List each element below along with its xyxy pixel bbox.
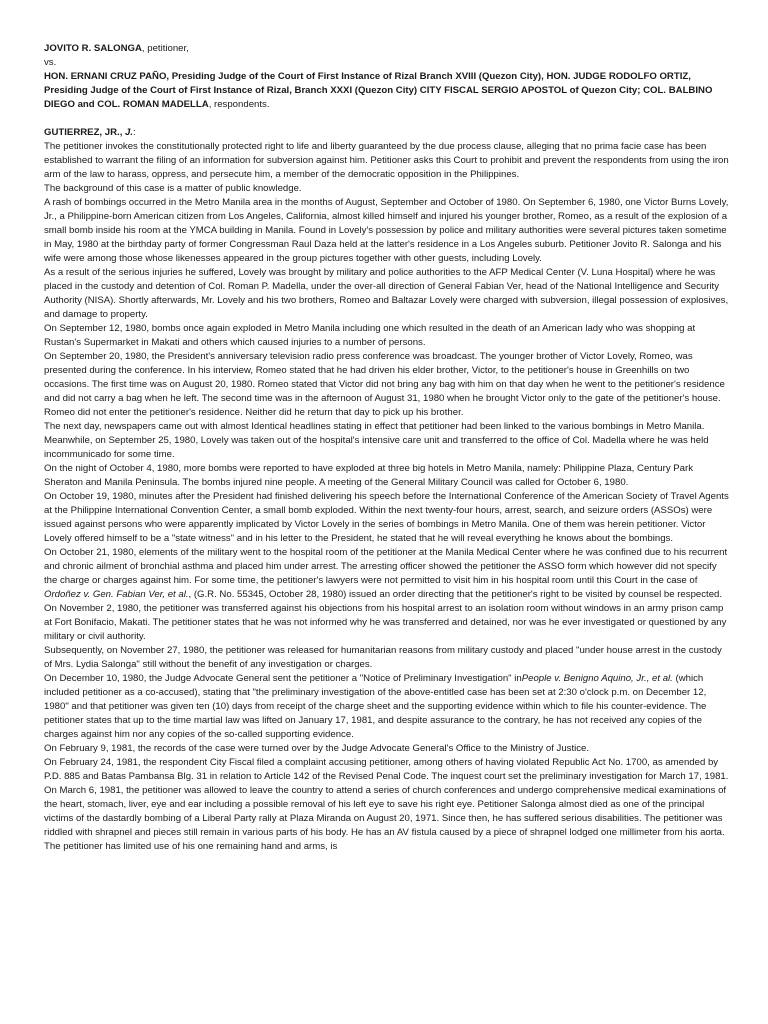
ponente-suffix: J. <box>125 127 134 138</box>
respondents-line <box>44 70 732 112</box>
paragraph: On September 20, 1980, the President's anniversary television radio press conference was broadcast. The younger brother of Victor Lovely, Romeo, was presented during the conference. In his interview, Romeo stated that he had driven his elder brother, Victor, to the petitioner's house in Greenhills on two occasions. The first time was on August 20, 1980. Romeo stated that Victor did not bring any bag with him on that day when he went to the petitioner's residence and did not carry a bag when he left. The second time was in the afternoon of August 31, 1980 when he brought Victor only to the gate of the petitioner's house. Romeo did not enter the petitioner's residence. Neither did he return that day to pick up his brother. <box>44 351 725 418</box>
petitioner-name: JOVITO R. SALONGA <box>44 43 142 54</box>
paragraph: The petitioner invokes the constitutionally protected right to life and liberty guaranteed by the due process clause, alleging that no prima facie case has been established to warrant the filing of an information for subversion against him. Petitioner asks this Court to prohibit and prevent the respondents from using the iron arm of the law to harass, oppress, and persecute him, a member of the democratic opposition in the Philippines. <box>44 141 729 180</box>
case-citation: Ordoñez v. Gen. Fabian Ver, et al. <box>44 589 189 600</box>
paragraph-text: , (G.R. No. 55345, October 28, 1980) issued an order directing that the petitioner's right to be visited by counsel be respected. <box>188 589 723 600</box>
paragraph: Meanwhile, on September 25, 1980, Lovely was taken out of the hospital's intensive care unit and transferred to the office of Col. Madella where he was held incommunicado for some time. <box>44 435 709 460</box>
paragraph: As a result of the serious injuries he suffered, Lovely was brought by military and police authorities to the AFP Medical Center (V. Luna Hospital) where he was placed in the custody and detention of Col. Roman P. Madella, under the over-all direction of General Fabian Ver, head of the National Intelligence and Security Authority (NISA). Shortly afterwards, Mr. Lovely and his two brothers, Romeo and Baltazar Lovely were charged with subversion, illegal possession of explosives, and damage to property. <box>44 267 729 320</box>
petitioner-line <box>44 42 732 56</box>
paragraph-text: On October 21, 1980, elements of the military went to the hospital room of the petitioner at the Manila Medical Center where he was confined due to his recurrent and chronic ailment of bronchial asthma and placed him under arrest. The arresting officer showed the petitioner the ASSO form which however did not specify the charge or charges against him. For some time, the petitioner's lawyers were not permitted to visit him in his hospital room until this Court in the case of <box>44 547 728 586</box>
paragraph: On March 6, 1981, the petitioner was allowed to leave the country to attend a series of church conferences and undergo comprehensive medical examinations of the heart, stomach, liver, eye and ear including a possible removal of his left eye to save his right eye. Petitioner Salonga almost died as one of the principal victims of the dastardly bombing of a Liberal Party rally at Plaza Miranda on August 20, 1971. Since then, he has suffered serious disabilities. The petitioner was riddled with shrapnel and pieces still remain in various parts of his body. He has an AV fistula caused by a piece of shrapnel lodged one millimeter from his aorta. The petitioner has limited use of his one remaining hand and arms, is <box>44 785 727 852</box>
paragraph: On November 2, 1980, the petitioner was transferred against his objections from his hospital arrest to an isolation room without windows in an army prison camp at Fort Bonifacio, Makati. The petitioner states that he was not informed why he was transferred and detained, nor was he ever investigated or questioned by any military or civil authority. <box>44 603 727 642</box>
respondents-names: HON. ERNANI CRUZ PAÑO, Presiding Judge of the Court of First Instance of Rizal Branch XVIII (Quezon City), HON. JUDGE RODOLFO ORTIZ, Presiding Judge of the Court of First Instance of Rizal, Branch XXXI (Quezon City) CITY FISCAL SERGIO APOSTOL of Quezon City; COL. BALBINO DIEGO and COL. ROMAN MADELLA <box>44 71 713 110</box>
ponente-line <box>44 126 732 140</box>
paragraph: The next day, newspapers came out with almost Identical headlines stating in effect that petitioner had been linked to the various bombings in Metro Manila. <box>44 421 705 432</box>
paragraph: On the night of October 4, 1980, more bombs were reported to have exploded at three big hotels in Metro Manila, namely: Philippine Plaza, Century Park Sheraton and Manila Peninsula. The bombs injured nine people. A meeting of the General Military Council was called for October 6, 1980. <box>44 463 694 488</box>
petitioner-role: , petitioner, <box>141 43 189 54</box>
spacer <box>44 112 732 126</box>
paragraph: On October 19, 1980, minutes after the President had finished delivering his speech before the International Conference of the American Society of Travel Agents at the Philippine International Convention Center, a small bomb exploded. Within the next twenty-four hours, arrest, search, and seizure orders (ASSOs) were issued against persons who were apparently implicated by Victor Lovely in the series of bombings in Metro Manila. One of them was herein petitioner. Victor Lovely offered himself to be a "state witness" and in his letter to the President, he stated that he will reveal everything he knows about the bombings. <box>44 491 729 544</box>
versus-line: vs. <box>44 57 57 68</box>
respondents-role: , respondents. <box>208 99 270 110</box>
ponente-name: GUTIERREZ, JR., <box>44 127 123 138</box>
paragraph: On February 9, 1981, the records of the case were turned over by the Judge Advocate General's Office to the Ministry of Justice. <box>44 743 590 754</box>
decision-body <box>44 140 732 854</box>
paragraph: Subsequently, on November 27, 1980, the petitioner was released for humanitarian reasons from military custody and placed "under house arrest in the custody of Mrs. Lydia Salonga" still without the benefit of any investigation or charges. <box>44 645 722 670</box>
paragraph: On February 24, 1981, the respondent City Fiscal filed a complaint accusing petitioner, among others of having violated Republic Act No. 1700, as amended by P.D. 885 and Batas Pambansa Blg. 31 in relation to Article 142 of the Revised Penal Code. The inquest court set the preliminary investigation for March 17, 1981. <box>44 757 729 782</box>
case-citation: People v. Benigno Aquino, Jr., et al. <box>521 673 673 684</box>
paragraph-text: On December 10, 1980, the Judge Advocate General sent the petitioner a "Notice of Preliminary Investigation" in <box>44 673 522 684</box>
paragraph: A rash of bombings occurred in the Metro Manila area in the months of August, September and October of 1980. On September 6, 1980, one Victor Burns Lovely, Jr., a Philippine-born American citizen from Los Angeles, California, almost killed himself and injured his younger brother, Romeo, as a result of the explosion of a small bomb inside his room at the YMCA building in Manila. Found in Lovely's possession by police and military authorities were several pictures taken sometime in May, 1980 at the birthday party of former Congressman Raul Daza held at the latter's residence in a Los Angeles suburb. Petitioner Jovito R. Salonga and his wife were among those whose likenesses appeared in the group pictures together with other guests, including Lovely. <box>44 197 729 264</box>
paragraph: On September 12, 1980, bombs once again exploded in Metro Manila including one which resulted in the death of an American lady who was shopping at Rustan's Supermarket in Makati and others which caused injuries to a number of persons. <box>44 323 696 348</box>
paragraph-text: (which included petitioner as a co-accused), stating that "the preliminary investigation of the above-entitled case has been set at 2:30 o'clock p.m. on December 12, 1980" and that petitioner was given ten (10) days from receipt of the charge sheet and the supporting evidence within which to file his counter-evidence. The petitioner states that up to the time martial law was lifted on January 17, 1981, and despite assurance to the contrary, he has not received any copies of the charges against him nor any copies of the so-called supporting evidence. <box>44 673 707 740</box>
case-caption <box>44 42 732 112</box>
paragraph <box>44 546 732 602</box>
paragraph <box>44 672 732 742</box>
paragraph: The background of this case is a matter of public knowledge. <box>44 183 302 194</box>
ponente-colon: : <box>133 127 136 138</box>
